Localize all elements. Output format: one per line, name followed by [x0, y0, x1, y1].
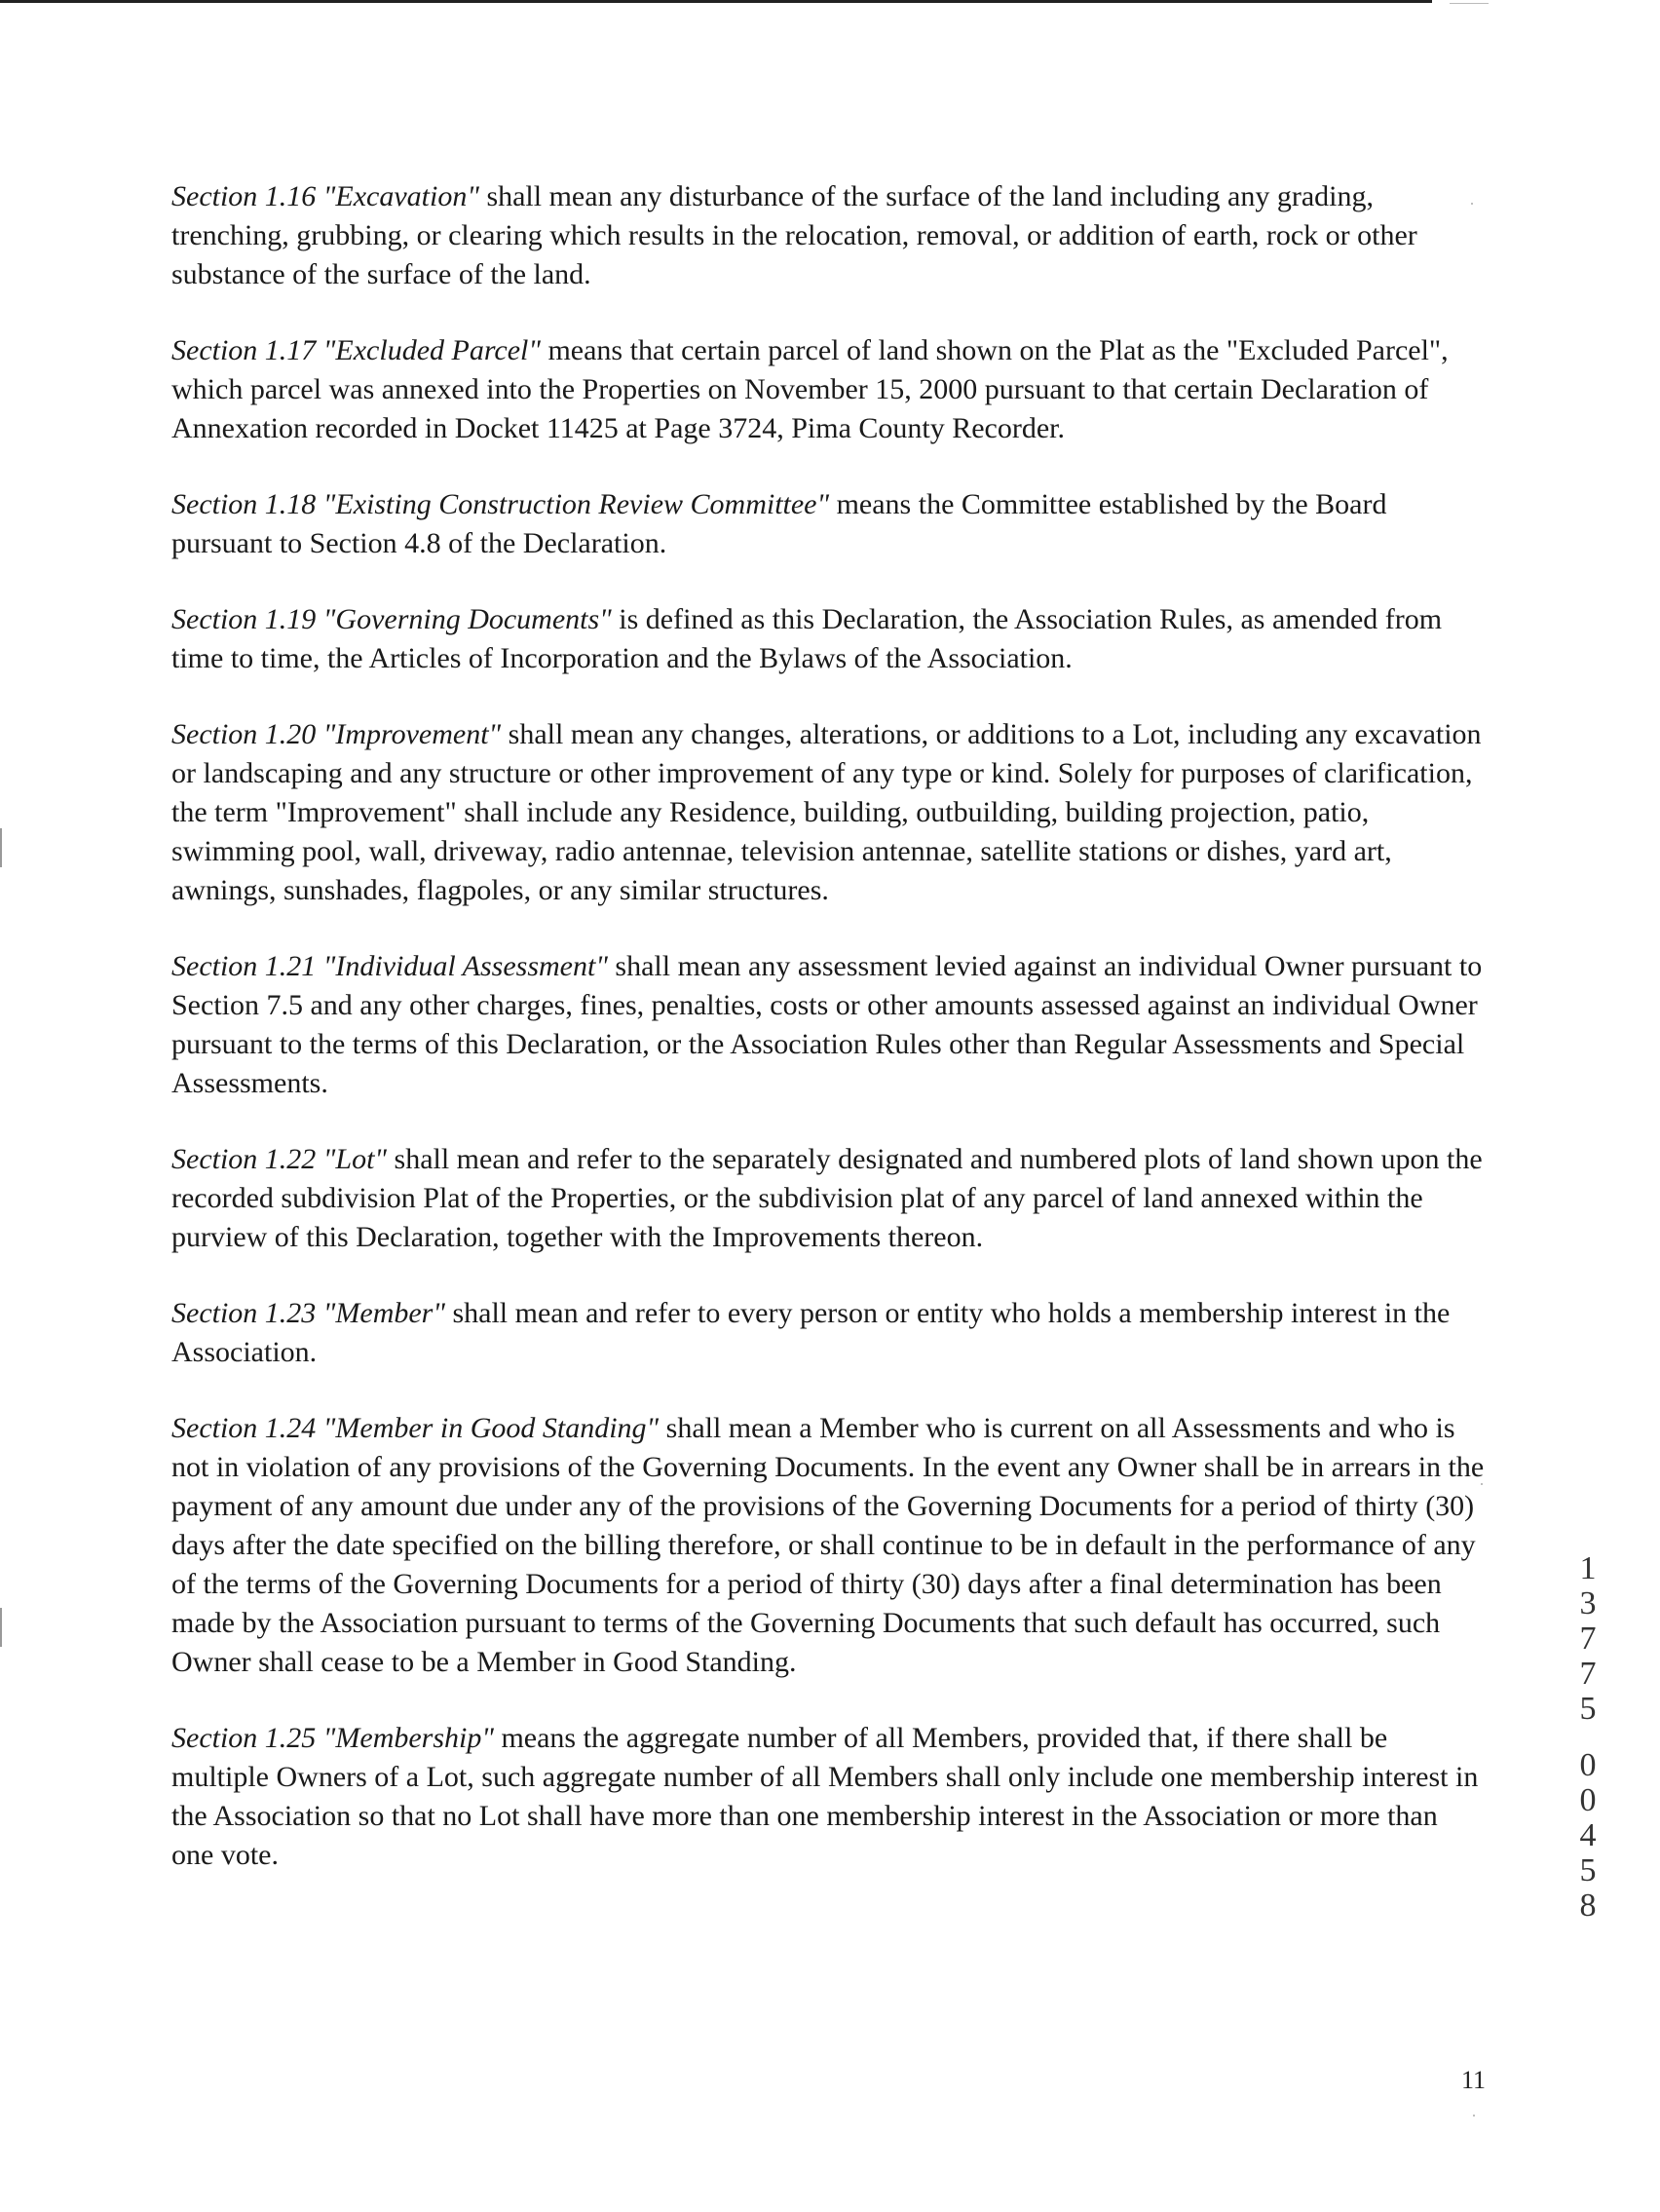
section-text: shall mean any disturbance of the surface of the land including any grading, trenching, grubbing, or clearing which results in the relocation, removal, or addition of earth, rock or other substance of the surface of the land.: [171, 180, 1417, 290]
section-1-17: [171, 331, 1487, 448]
scan-edge-mark: [0, 828, 2, 867]
recording-stamp: [1568, 1551, 1607, 1924]
stamp-digit: 7: [1579, 1621, 1597, 1657]
stamp-digit: 5: [1579, 1691, 1597, 1727]
page-number: 11: [1461, 2066, 1487, 2094]
section-text: shall mean and refer to every person or entity who holds a membership interest in the Association.: [171, 1297, 1451, 1368]
section-1-23: [171, 1294, 1487, 1372]
scan-speck: [1473, 2115, 1475, 2117]
section-heading: Section 1.17 "Excluded Parcel": [171, 334, 541, 366]
scan-border-dash: [1450, 3, 1489, 4]
section-text: means the aggregate number of all Members, provided that, if there shall be multiple Owners of a Lot, such aggregate number of all Members shall only include one membership interest in the Association so that no Lot shall have more than one membership interest in the Association or more than one vote.: [171, 1722, 1479, 1871]
section-text: means the Committee established by the Board pursuant to Section 4.8 of the Declaration.: [171, 488, 1387, 559]
section-text: is defined as this Declaration, the Association Rules, as amended from time to time, the Articles of Incorporation and the Bylaws of the Association.: [171, 603, 1443, 674]
section-text: means that certain parcel of land shown on the Plat as the "Excluded Parcel", which parcel was annexed into the Properties on November 15, 2000 pursuant to that certain Declaration of Annexation recorded in Docket 11425 at Page 3724, Pima County Recorder.: [171, 334, 1449, 444]
stamp-digit: 3: [1579, 1585, 1597, 1621]
section-heading: Section 1.21 "Individual Assessment": [171, 950, 608, 982]
stamp-digit: 7: [1579, 1656, 1597, 1692]
section-1-20: [171, 715, 1487, 910]
stamp-gap: [1568, 1727, 1607, 1748]
stamp-digit: 4: [1579, 1817, 1597, 1853]
section-heading: Section 1.23 "Member": [171, 1297, 445, 1329]
scan-border-top: [0, 0, 1432, 3]
scan-edge-mark: [0, 1608, 2, 1647]
stamp-digit: 5: [1579, 1852, 1597, 1888]
stamp-digit: 1: [1579, 1550, 1597, 1586]
document-body: [171, 177, 1487, 1912]
section-heading: Section 1.25 "Membership": [171, 1722, 494, 1754]
section-text: shall mean a Member who is current on all Assessments and who is not in violation of any provisions of the Governing Documents. In the event any Owner shall be in arrears in the payment of any amount due under any of the provisions of the Governing Documents for a period of thirty (30) days after the date specified on the billing therefore, or shall continue to be in default in the performance of any of the terms of the Governing Documents for a period of thirty (30) days after a final determination has been made by the Association pursuant to terms of the Governing Documents that such default has occurred, such Owner shall cease to be a Member in Good Standing.: [171, 1412, 1485, 1678]
section-heading: Section 1.18 "Existing Construction Review Committee": [171, 488, 830, 520]
section-1-19: [171, 600, 1487, 678]
section-text: shall mean and refer to the separately designated and numbered plots of land shown upon the recorded subdivision Plat of the Properties, or the subdivision plat of any parcel of land annexed within the purview of this Declaration, together with the Improvements thereon.: [171, 1143, 1483, 1253]
section-heading: Section 1.24 "Member in Good Standing": [171, 1412, 660, 1444]
section-1-24: [171, 1409, 1487, 1682]
section-heading: Section 1.19 "Governing Documents": [171, 603, 612, 635]
section-1-21: [171, 947, 1487, 1103]
stamp-digit: 0: [1579, 1782, 1597, 1818]
section-1-18: [171, 485, 1487, 563]
stamp-digit: 0: [1579, 1747, 1597, 1783]
section-1-25: [171, 1719, 1487, 1875]
section-heading: Section 1.20 "Improvement": [171, 718, 502, 750]
section-heading: Section 1.22 "Lot": [171, 1143, 388, 1175]
stamp-digit: 8: [1579, 1888, 1597, 1924]
section-1-22: [171, 1140, 1487, 1257]
section-text: shall mean any changes, alterations, or additions to a Lot, including any excavation or landscaping and any structure or other improvement of any type or kind. Solely for purposes of clarification, the term "Improvement" shall include any Residence, building, outbuilding, building projection, patio, swimming pool, wall, driveway, radio antennae, television antennae, satellite stations or dishes, yard art, awnings, sunshades, flagpoles, or any similar structures.: [171, 718, 1482, 906]
section-1-16: [171, 177, 1487, 294]
section-text: shall mean any assessment levied against an individual Owner pursuant to Section 7.5 and any other charges, fines, penalties, costs or other amounts assessed against an individual Owner pursuant to the terms of this Declaration, or the Association Rules other than Regular Assessments and Special Assessments.: [171, 950, 1483, 1099]
section-heading: Section 1.16 "Excavation": [171, 180, 479, 212]
